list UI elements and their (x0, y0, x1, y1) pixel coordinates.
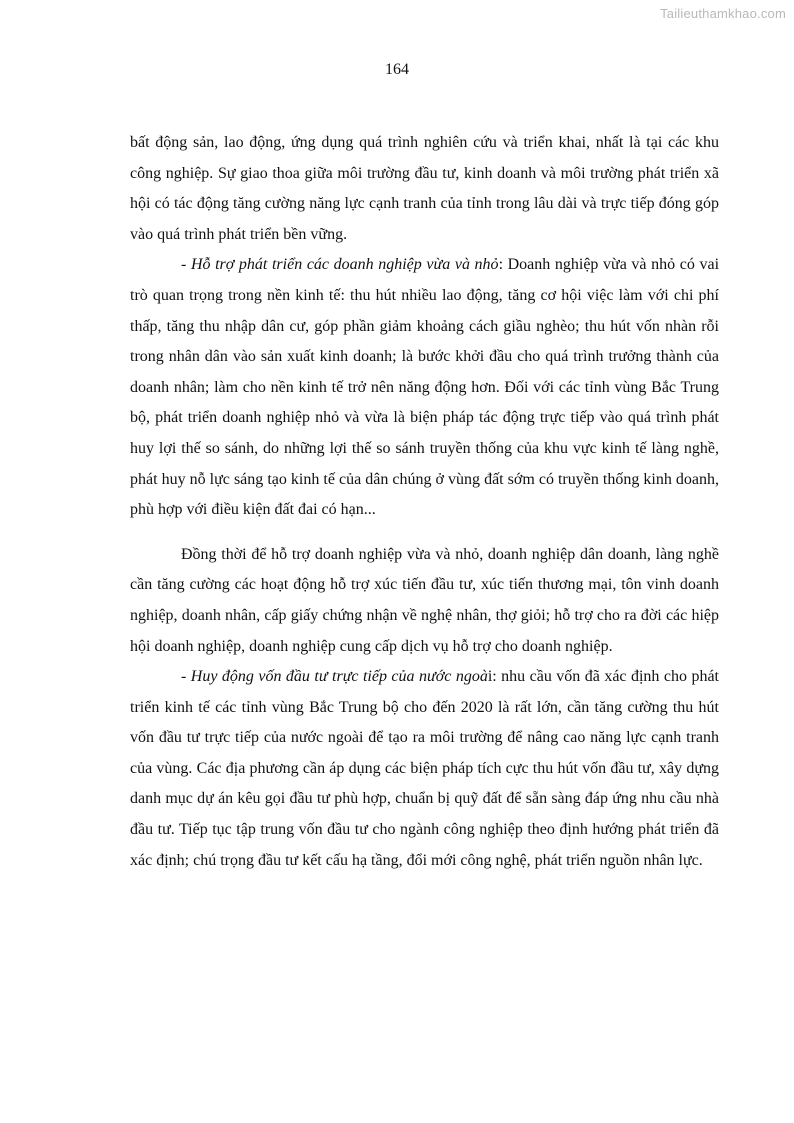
paragraph-lead-sme-support: - Hỗ trợ phát triển các doanh nghiệp vừa và nhỏ (181, 256, 499, 274)
paragraph-fdi (130, 662, 719, 876)
paragraph-lead-fdi: - Huy động vốn đầu tư trực tiếp của nước ngoà (181, 668, 488, 686)
paragraph-continuation: bất động sản, lao động, ứng dụng quá trình nghiên cứu và triển khai, nhất là tại các khu công nghiệp. Sự giao thoa giữa môi trường đầu tư, kinh doanh và môi trường phát triển xã hội có tác động tăng cường năng lực cạnh tranh của tỉnh trong lâu dài và trực tiếp đóng góp vào quá trình phát triển bền vững. (130, 134, 719, 243)
watermark-text: Tailieuthamkhao.com (660, 6, 786, 21)
page-number: 164 (385, 61, 409, 78)
paragraph-body-fdi: i: nhu cầu vốn đã xác định cho phát triển kinh tế các tỉnh vùng Bắc Trung bộ cho đến 2020 là rất lớn, cần tăng cường thu hút vốn đầu tư trực tiếp của nước ngoài để tạo ra môi trường để nâng cao năng lực cạnh tranh của vùng. Các địa phương cần áp dụng các biện pháp tích cực thu hút vốn đầu tư, xây dựng danh mục dự án kêu gọi đầu tư phù hợp, chuẩn bị quỹ đất để sẵn sàng đáp ứng nhu cầu nhà đầu tư. Tiếp tục tập trung vốn đầu tư cho ngành công nghiệp theo định hướng phát triển đã xác định; chú trọng đầu tư kết cấu hạ tầng, đổi mới công nghệ, phát triển nguồn nhân lực. (130, 668, 720, 869)
paragraph-sme-support (130, 250, 719, 525)
document-body (130, 128, 719, 876)
paragraph-spacer (130, 526, 719, 540)
paragraph-body-sme-support: : Doanh nghiệp vừa và nhỏ có vai trò quan trọng trong nền kinh tế: thu hút nhiều lao động, tăng cơ hội việc làm với chi phí thấp, tăng thu nhập dân cư, góp phần giảm khoảng cách giầu nghèo; thu hút vốn nhàn rỗi trong nhân dân vào sản xuất kinh doanh; là bước khởi đầu cho quá trình trưởng thành của doanh nhân; làm cho nền kinh tế trở nên năng động hơn. Đối với các tỉnh vùng Bắc Trung bộ, phát triển doanh nghiệp nhỏ và vừa là biện pháp tác động trực tiếp vào quá trình phát huy lợi thế so sánh, do những lợi thế so sánh truyền thống của khu vực kinh tế làng nghề, phát huy nỗ lực sáng tạo kinh tế của dân chúng ở vùng đất sớm có truyền thống kinh doanh, phù hợp với điều kiện đất đai có hạn... (130, 256, 720, 519)
paragraph-sme-measures: Đồng thời để hỗ trợ doanh nghiệp vừa và nhỏ, doanh nghiệp dân doanh, làng nghề cần tăng cường các hoạt động hỗ trợ xúc tiến đầu tư, xúc tiến thương mại, tôn vinh doanh nghiệp, doanh nhân, cấp giấy chứng nhận về nghệ nhân, thợ giỏi; hỗ trợ cho ra đời các hiệp hội doanh nghiệp, doanh nghiệp cung cấp dịch vụ hỗ trợ cho doanh nghiệp. (130, 545, 719, 655)
